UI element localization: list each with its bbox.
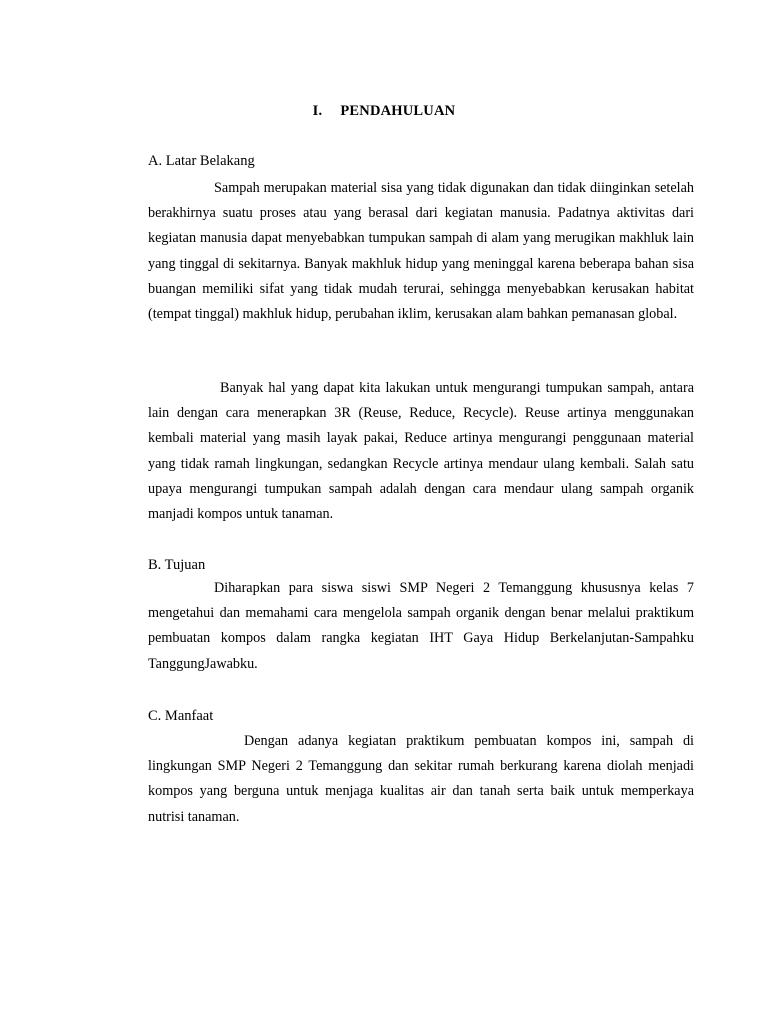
paragraph-manfaat: Dengan adanya kegiatan praktikum pembuatan kompos ini, sampah di lingkungan SMP Negeri 2 Temanggung dan sekitar rumah berkurang karena diolah menjadi kompos yang berguna untuk menjaga kualitas air dan tanah serta baik untuk memperkaya nutrisi tanaman. — [148, 733, 694, 825]
section-heading-latar-belakang: A. Latar Belakang — [148, 153, 255, 169]
section-heading-tujuan: B. Tujuan — [148, 557, 206, 573]
chapter-number: I. — [312, 103, 323, 119]
section-heading-manfaat: C. Manfaat — [148, 708, 214, 724]
chapter-title — [0, 101, 768, 121]
paragraph-tujuan: Diharapkan para siswa siswi SMP Negeri 2 Temanggung khususnya kelas 7 mengetahui dan memahami cara mengelola sampah organik dengan benar melalui praktikum pembuatan kompos dalam rangka kegiatan IHT Gaya Hidup Berkelanjutan-Sampahku TanggungJawabku. — [148, 580, 694, 672]
paragraph-latar-1: Sampah merupakan material sisa yang tidak digunakan dan tidak diinginkan setelah berakhirnya suatu proses atau yang berasal dari kegiatan manusia. Padatnya aktivitas dari kegiatan manusia dapat menyebabkan tumpukan sampah di alam yang merugikan makhluk lain yang tinggal di sekitarnya. Banyak makhluk hidup yang meninggal karena beberapa bahan sisa buangan memiliki sifat yang tidak mudah terurai, sehingga menyebabkan kerusakan habitat (tempat tinggal) makhluk hidup, perubahan iklim, kerusakan alam bahkan pemanasan global. — [148, 180, 694, 323]
chapter-heading: PENDAHULUAN — [340, 103, 456, 119]
paragraph-latar-2: Banyak hal yang dapat kita lakukan untuk mengurangi tumpukan sampah, antara lain dengan cara menerapkan 3R (Reuse, Reduce, Recycle). Reuse artinya menggunakan kembali material yang masih layak pakai, Reduce artinya mengurangi penggunaan material yang tidak ramah lingkungan, sedangkan Recycle artinya mendaur ulang kembali. Salah satu upaya mengurangi tumpukan sampah adalah dengan cara mendaur ulang sampah organik manjadi kompos untuk tanaman. — [148, 380, 694, 523]
